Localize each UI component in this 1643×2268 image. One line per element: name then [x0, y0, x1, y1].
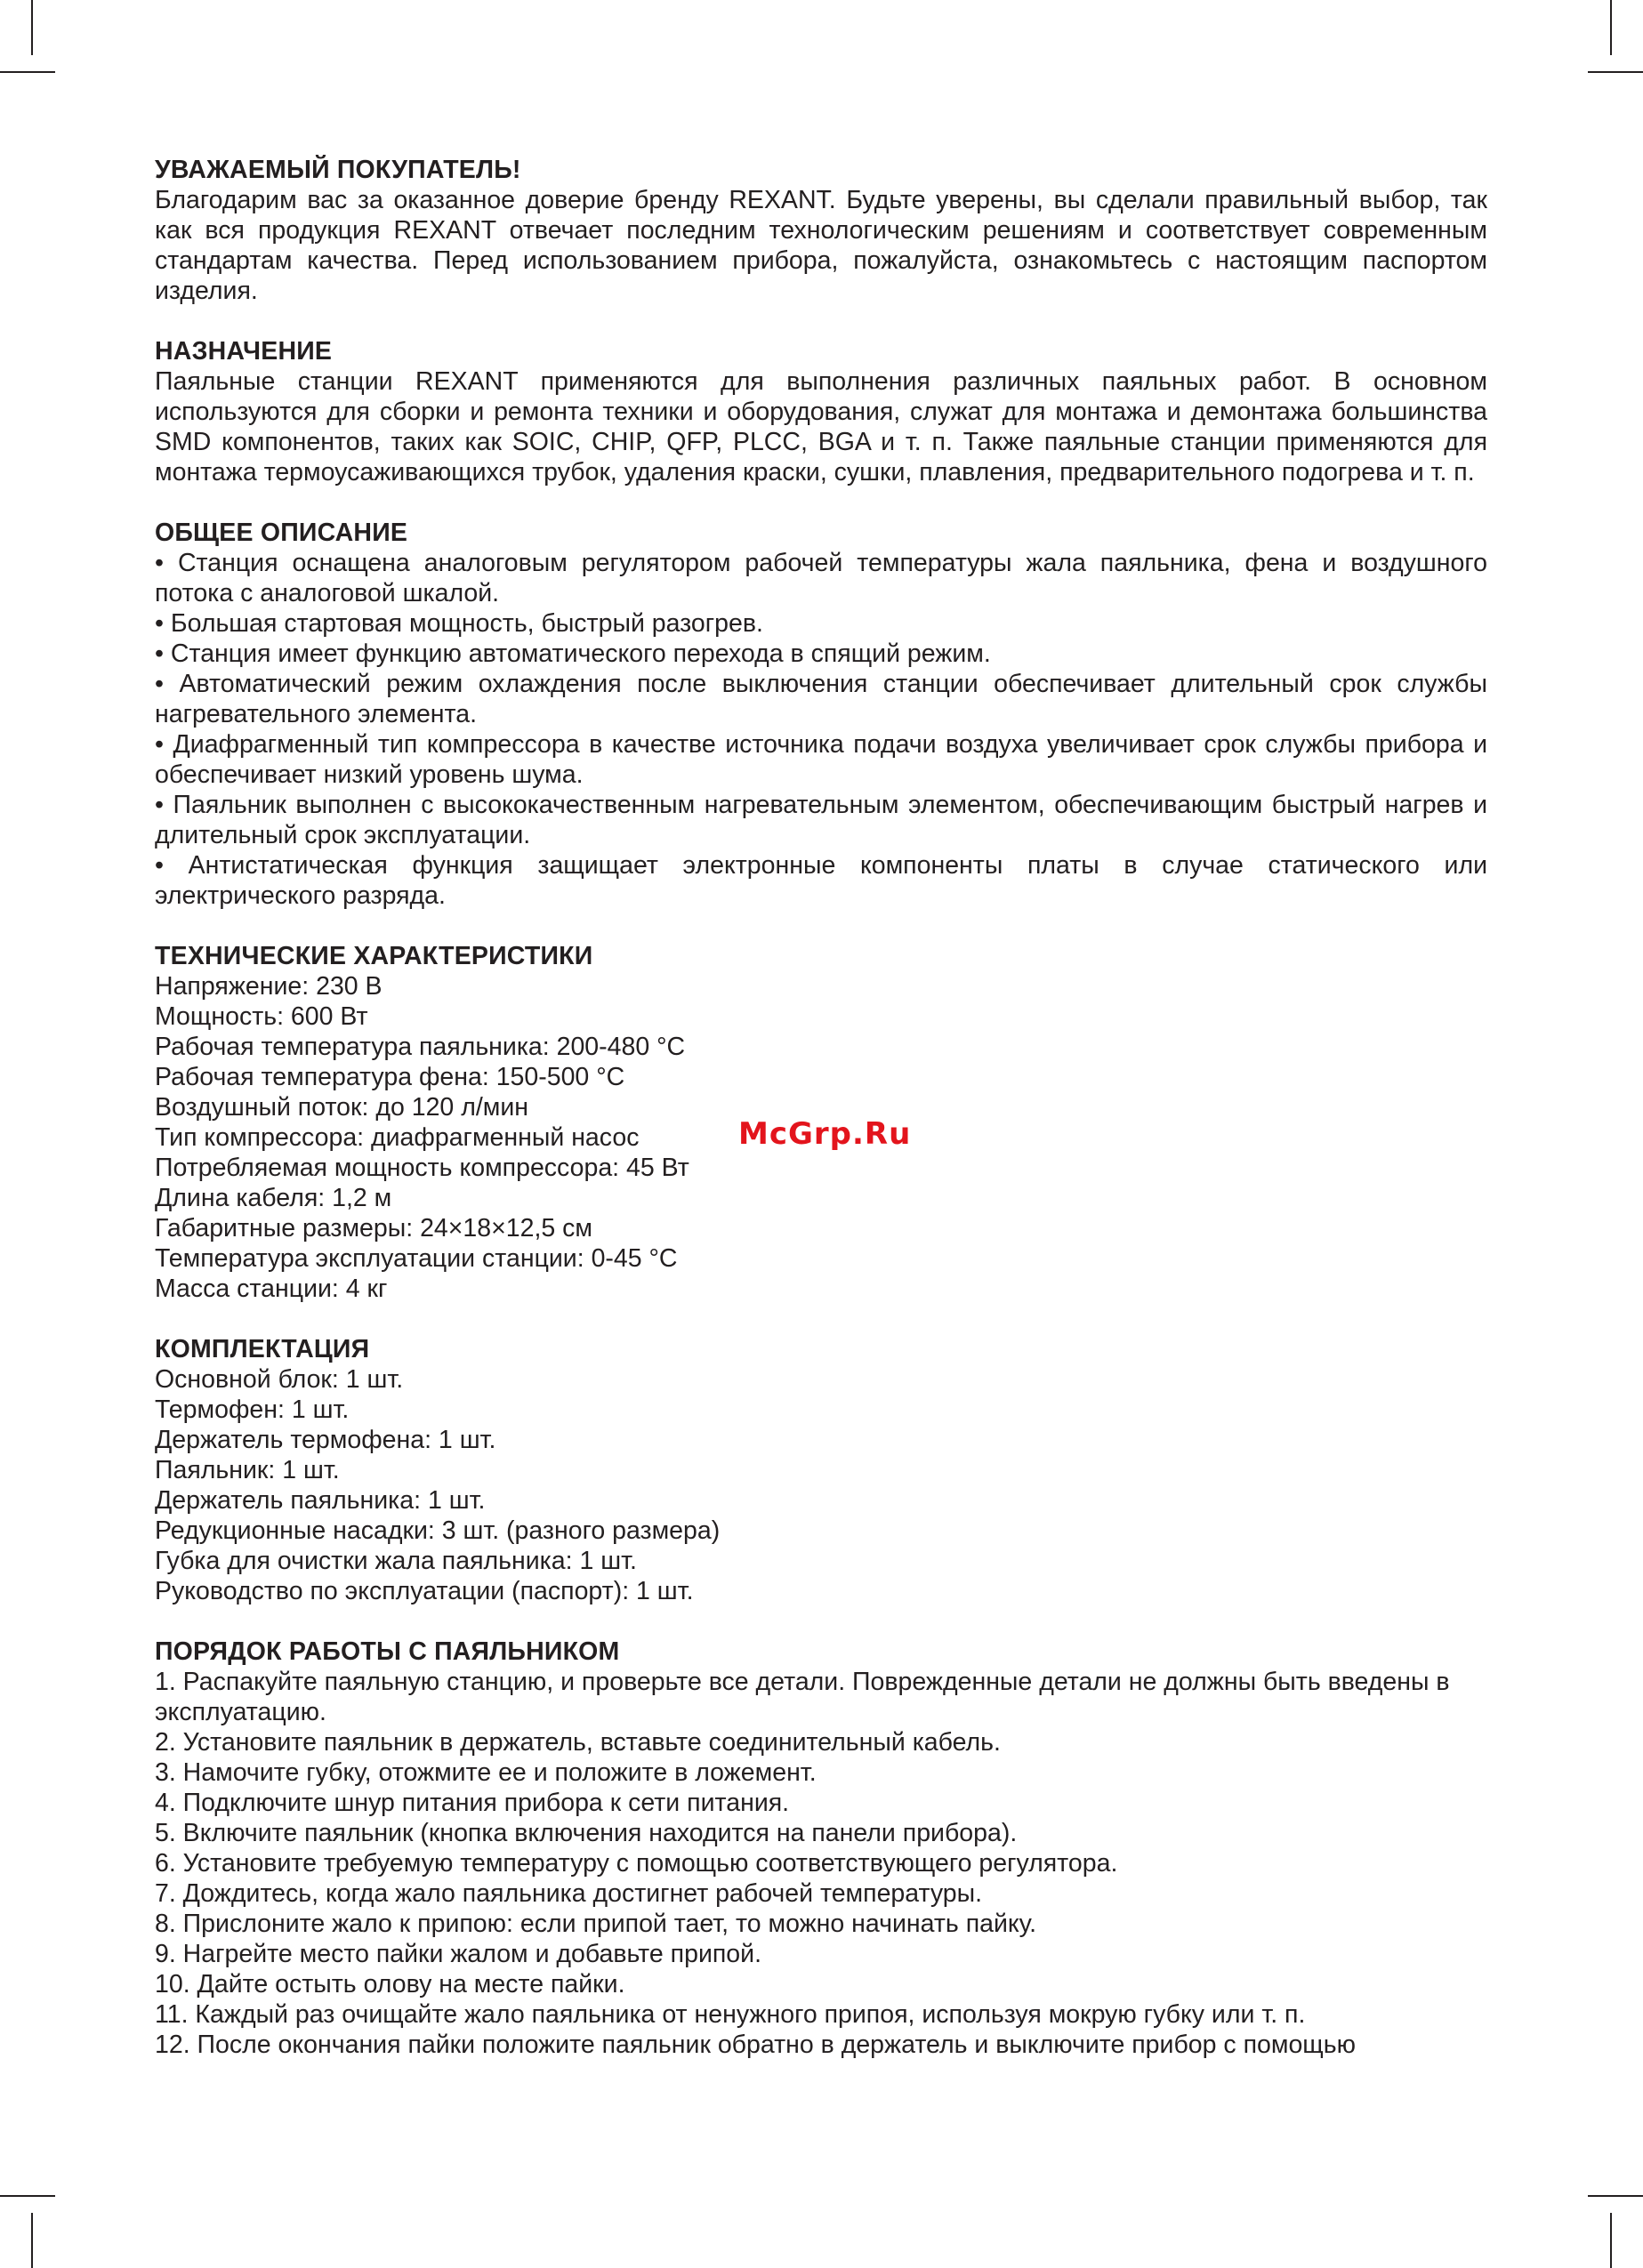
kit-list: [155, 1364, 1487, 1606]
greeting-title: УВАЖАЕМЫЙ ПОКУПАТЕЛЬ!: [155, 156, 521, 184]
procedure-step: 7. Дождитесь, когда жало паяльника достигнет рабочей температуры.: [155, 1879, 983, 1908]
procedure-step: 4. Подключите шнур питания прибора к сети питания.: [155, 1789, 790, 1817]
specs-title: ТЕХНИЧЕСКИЕ ХАРАКТЕРИСТИКИ: [155, 942, 593, 970]
procedure-step: 6. Установите требуемую температуру с помощью соответствующего регулятора.: [155, 1849, 1118, 1878]
description-section: [155, 518, 1487, 911]
description-list: [155, 548, 1487, 911]
procedure-step: 3. Намочите губку, отожмите ее и положите в ложемент.: [155, 1758, 817, 1787]
description-title: ОБЩЕЕ ОПИСАНИЕ: [155, 519, 408, 547]
kit-title: КОМПЛЕКТАЦИЯ: [155, 1335, 370, 1363]
purpose-title: НАЗНАЧЕНИЕ: [155, 337, 333, 366]
crop-mark: [31, 0, 33, 55]
kit-section: [155, 1334, 1487, 1606]
description-item: • Автоматический режим охлаждения после выключения станции обеспечивает длительный срок службы нагревательного элемента.: [155, 670, 1487, 728]
description-item: • Станция оснащена аналоговым регулятором рабочей температуры жала паяльника, фена и воздушного потока с аналоговой шкалой.: [155, 549, 1487, 607]
kit-item: Термофен: 1 шт.: [155, 1395, 350, 1424]
procedure-section: [155, 1637, 1487, 2060]
crop-mark: [1610, 2213, 1612, 2268]
crop-mark: [1588, 71, 1643, 73]
kit-item: Основной блок: 1 шт.: [155, 1365, 404, 1394]
spec-item: Температура эксплуатации станции: 0-45 °С: [155, 1244, 678, 1273]
spec-item: Мощность: 600 Вт: [155, 1002, 368, 1031]
spec-item: Воздушный поток: до 120 л/мин: [155, 1093, 528, 1122]
kit-item: Губка для очистки жала паяльника: 1 шт.: [155, 1547, 637, 1575]
kit-item: Руководство по эксплуатации (паспорт): 1 шт.: [155, 1577, 694, 1605]
procedure-step: 1. Распакуйте паяльную станцию, и проверьте все детали. Поврежденные детали не должны быть введены в эксплуатацию.: [155, 1668, 1450, 1726]
kit-item: Редукционные насадки: 3 шт. (разного размера): [155, 1516, 721, 1545]
crop-mark: [0, 71, 55, 73]
description-item: • Станция имеет функцию автоматического перехода в спящий режим.: [155, 639, 991, 668]
kit-item: Держатель паяльника: 1 шт.: [155, 1486, 486, 1515]
greeting-section: [155, 155, 1487, 306]
procedure-step: 12. После окончания пайки положите паяльник обратно в держатель и выключите прибор с помощью: [155, 2031, 1356, 2059]
description-item: • Диафрагменный тип компрессора в качестве источника подачи воздуха увеличивает срок службы прибора и обеспечивает низкий уровень шума.: [155, 730, 1487, 789]
spec-item: Масса станции: 4 кг: [155, 1275, 388, 1303]
spec-item: Рабочая температура фена: 150-500 °С: [155, 1063, 625, 1091]
procedure-step: 8. Прислоните жало к припою: если припой тает, то можно начинать пайку.: [155, 1910, 1037, 1938]
crop-mark: [0, 2195, 55, 2197]
procedure-step: 10. Дайте остыть олову на месте пайки.: [155, 1970, 625, 1999]
procedure-list: [155, 1667, 1487, 2060]
description-item: • Антистатическая функция защищает электронные компоненты платы в случае статического или электрического разряда.: [155, 851, 1487, 910]
kit-item: Держатель термофена: 1 шт.: [155, 1426, 496, 1454]
procedure-step: 2. Установите паяльник в держатель, вставьте соединительный кабель.: [155, 1728, 1001, 1757]
spec-item: Длина кабеля: 1,2 м: [155, 1184, 392, 1212]
purpose-text: Паяльные станции REXANT применяются для выполнения различных паяльных работ. В основном используются для сборки и ремонта техники и оборудования, служат для монтажа и демонтажа большинства SMD компонентов, таких как SOIC, CHIP, QFP, PLCC, BGA и т. п. Также паяльные станции применяются для монтажа термоусаживающихся трубок, удаления краски, сушки, плавления, предварительного подогрева и т. п.: [155, 367, 1487, 487]
procedure-title: ПОРЯДОК РАБОТЫ С ПАЯЛЬНИКОМ: [155, 1637, 620, 1666]
crop-mark: [1588, 2195, 1643, 2197]
greeting-text: Благодарим вас за оказанное доверие бренду REXANT. Будьте уверены, вы сделали правильный выбор, так как вся продукция REXANT отвечает последним технологическим решениям и соответствует современным стандартам качества. Перед использованием прибора, пожалуйста, ознакомьтесь с настоящим паспортом изделия.: [155, 186, 1487, 305]
description-item: • Паяльник выполнен с высококачественным нагревательным элементом, обеспечивающим быстрый нагрев и длительный срок эксплуатации.: [155, 791, 1487, 849]
description-item: • Большая стартовая мощность, быстрый разогрев.: [155, 609, 763, 638]
crop-mark: [1610, 0, 1612, 55]
procedure-step: 11. Каждый раз очищайте жало паяльника от ненужного припоя, используя мокрую губку или т. п.: [155, 2000, 1306, 2029]
watermark: McGrp.Ru: [738, 1116, 912, 1152]
procedure-step: 9. Нагрейте место пайки жалом и добавьте припой.: [155, 1940, 761, 1968]
spec-item: Рабочая температура паяльника: 200-480 °С: [155, 1033, 686, 1061]
spec-item: Габаритные размеры: 24×18×12,5 см: [155, 1214, 593, 1243]
spec-item: Потребляемая мощность компрессора: 45 Вт: [155, 1154, 689, 1182]
spec-item: Тип компрессора: диафрагменный насос: [155, 1123, 640, 1152]
crop-mark: [31, 2213, 33, 2268]
procedure-step: 5. Включите паяльник (кнопка включения находится на панели прибора).: [155, 1819, 1018, 1847]
kit-item: Паяльник: 1 шт.: [155, 1456, 340, 1484]
spec-item: Напряжение: 230 В: [155, 972, 383, 1001]
purpose-section: [155, 336, 1487, 487]
